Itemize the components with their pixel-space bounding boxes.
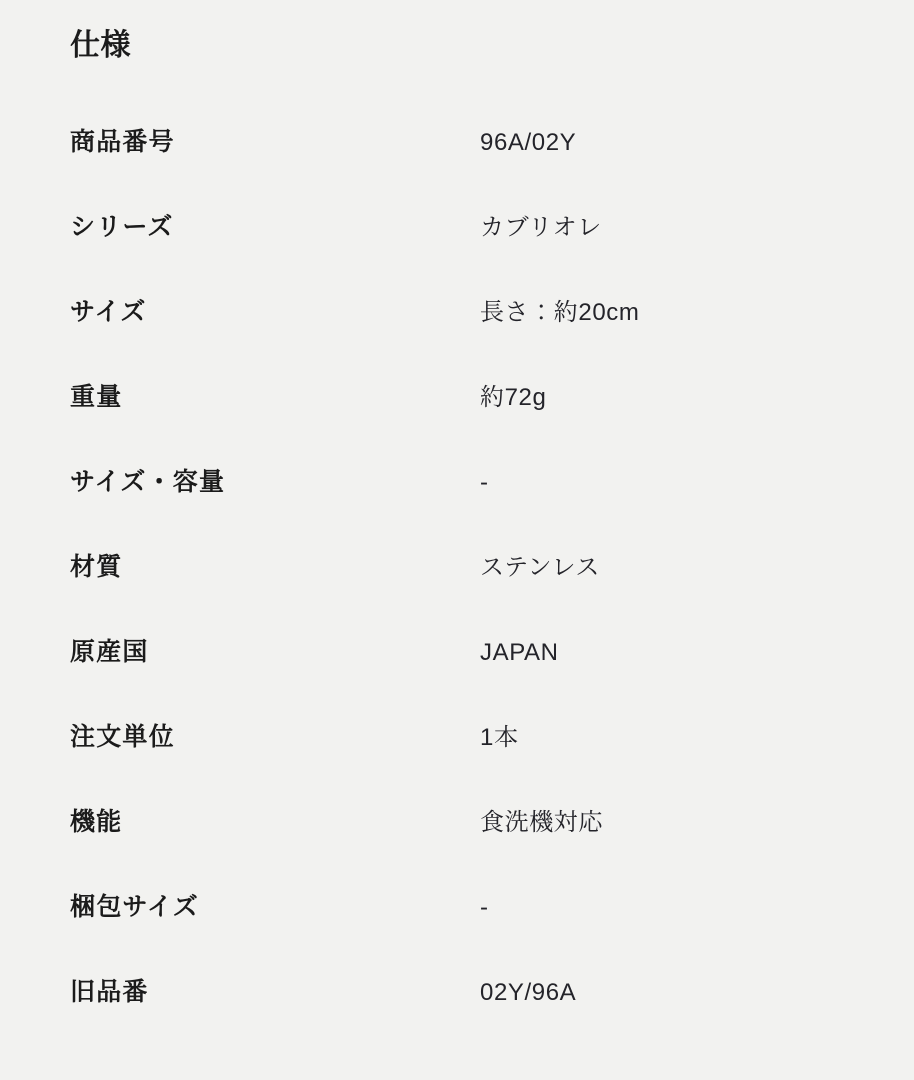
table-row <box>70 721 914 806</box>
table-row <box>70 296 914 381</box>
spec-label: 旧品番 <box>70 978 149 1006</box>
spec-value: カブリオレ <box>480 214 602 241</box>
spec-value: - <box>480 469 488 496</box>
table-row <box>70 211 914 296</box>
page-title: 仕様 <box>70 29 131 62</box>
spec-label: サイズ・容量 <box>70 468 226 496</box>
spec-label: 材質 <box>70 553 123 581</box>
table-row <box>70 976 914 1061</box>
spec-label: 機能 <box>70 808 123 836</box>
spec-label: 原産国 <box>70 638 149 666</box>
table-row <box>70 806 914 891</box>
spec-label: 注文単位 <box>70 723 175 751</box>
spec-value: 96A/02Y <box>480 129 577 156</box>
table-row <box>70 126 914 211</box>
spec-value: ステンレス <box>480 554 600 581</box>
spec-value: 食洗機対応 <box>480 809 603 836</box>
spec-value: 02Y/96A <box>480 979 577 1006</box>
spec-value: 長さ：約20cm <box>480 299 640 326</box>
spec-value: 約72g <box>480 384 547 411</box>
spec-label: 重量 <box>70 383 123 411</box>
table-row <box>70 891 914 976</box>
spec-label: 商品番号 <box>70 128 175 156</box>
spec-label: シリーズ <box>70 213 174 241</box>
spec-value: 1本 <box>480 724 519 751</box>
specification-table <box>0 126 914 1061</box>
table-row <box>70 381 914 466</box>
table-row <box>70 551 914 636</box>
spec-value: - <box>480 894 488 921</box>
spec-label: サイズ <box>70 298 147 326</box>
table-row <box>70 636 914 721</box>
spec-label: 梱包サイズ <box>70 893 200 921</box>
table-row <box>70 466 914 551</box>
spec-value: JAPAN <box>480 639 559 666</box>
